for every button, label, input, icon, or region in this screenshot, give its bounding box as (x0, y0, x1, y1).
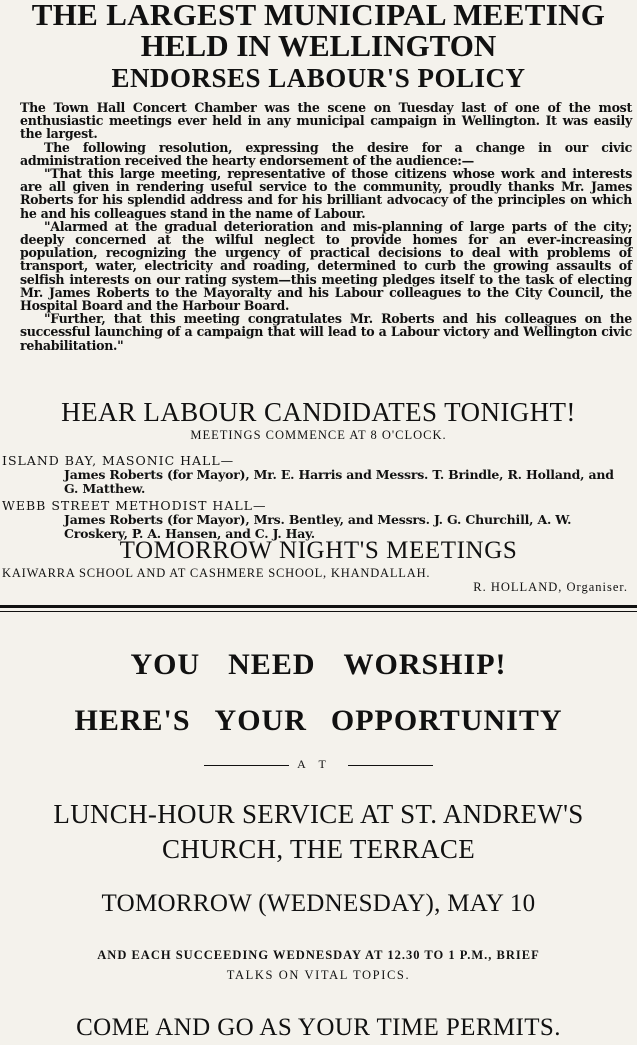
dash-left (204, 765, 289, 766)
venue-webb-street (2, 499, 634, 541)
come-and-go-line: COME AND GO AS YOUR TIME PERMITS. (76, 1014, 561, 1041)
paragraph: "Alarmed at the gradual deterioration and mis-planning of large parts of the city; deeply concerned at the wilful neglect to provide homes for an ever-increasing population, recognizing the urgency of practical decisions to deal with problems of transport, water, electricity and roading, determined to curb the growing assaults of selfish interests on our rating system—this meeting pledges itself to the task of electing Mr. James Roberts to the Mayoralty and his Labour colleagues to the City Council, the Hospital Board and the Harbour Board. (20, 218, 632, 314)
venue-name: ISLAND BAY, MASONIC HALL— (2, 453, 235, 468)
paragraph: The Town Hall Concert Chamber was the scene on Tuesday last of one of the most enthusiastic meetings ever held in any municipal campaign in Wellington. It was easily the largest. (20, 100, 632, 142)
service-date: TOMORROW (WEDNESDAY), MAY 10 (101, 890, 536, 917)
meetings-commence-note: MEETINGS COMMENCE AT 8 O'CLOCK. (190, 428, 447, 442)
worship-heading (0, 647, 637, 683)
at-separator (0, 757, 637, 772)
heading-word: YOUR (214, 704, 307, 737)
heading-word: HERE'S (74, 704, 191, 737)
dash-right (348, 765, 433, 766)
divider-rule-thin (0, 611, 637, 612)
venue-speakers: James Roberts (for Mayor), Mr. E. Harris and Messrs. T. Brindle, R. Holland, and G. Matthew. (64, 467, 614, 496)
schedule-line-2: TALKS ON VITAL TOPICS. (226, 968, 411, 982)
hear-candidates-heading: HEAR LABOUR CANDIDATES TONIGHT! (61, 397, 576, 427)
at-text: AT (297, 757, 340, 771)
tomorrow-venues: KAIWARRA SCHOOL AND AT CASHMERE SCHOOL, KHANDALLAH. (2, 566, 431, 580)
service-line-1: LUNCH-HOUR SERVICE AT ST. ANDREW'S (53, 799, 584, 829)
tomorrow-meetings-heading: TOMORROW NIGHT'S MEETINGS (119, 537, 518, 564)
service-line-2: CHURCH, THE TERRACE (162, 834, 475, 864)
divider-rule (0, 605, 637, 608)
article-body (20, 101, 632, 352)
opportunity-heading (0, 703, 637, 739)
schedule-line-1: AND EACH SUCCEEDING WEDNESDAY AT 12.30 TO 1 P.M., BRIEF (97, 948, 540, 962)
heading-word: OPPORTUNITY (330, 704, 563, 737)
heading-word: WORSHIP! (343, 648, 507, 681)
venue-speakers: James Roberts (for Mayor), Mrs. Bentley, and Messrs. J. G. Churchill, A. W. Croskery, P. A. Hansen, and C. J. Hay. (64, 512, 572, 541)
venue-island-bay (2, 454, 632, 496)
headline-line-1: THE LARGEST MUNICIPAL MEETING (31, 0, 606, 32)
paragraph: "Further, that this meeting congratulates Mr. Roberts and his colleagues on the successful launching of a campaign that will lead to a Labour victory and Wellington civic rehabilitation." (20, 311, 632, 353)
organiser-signature: R. HOLLAND, Organiser. (473, 580, 628, 594)
headline-line-2: HELD IN WELLINGTON (140, 28, 497, 63)
subheadline: ENDORSES LABOUR'S POLICY (111, 63, 526, 93)
paragraph: The following resolution, expressing the desire for a change in our civic administration received the hearty endorsement of the audience:— (20, 139, 632, 168)
venue-name: WEBB STREET METHODIST HALL— (2, 498, 267, 513)
paragraph: "That this large meeting, representative of those citizens whose work and interests are all given in rendering useful service to the community, proudly thanks Mr. James Roberts for his splendid address and for his brilliant advocacy of the principles on which he and his colleagues stand in the name of Labour. (20, 166, 632, 221)
heading-word: YOU (130, 648, 201, 681)
heading-word: NEED (228, 648, 316, 681)
